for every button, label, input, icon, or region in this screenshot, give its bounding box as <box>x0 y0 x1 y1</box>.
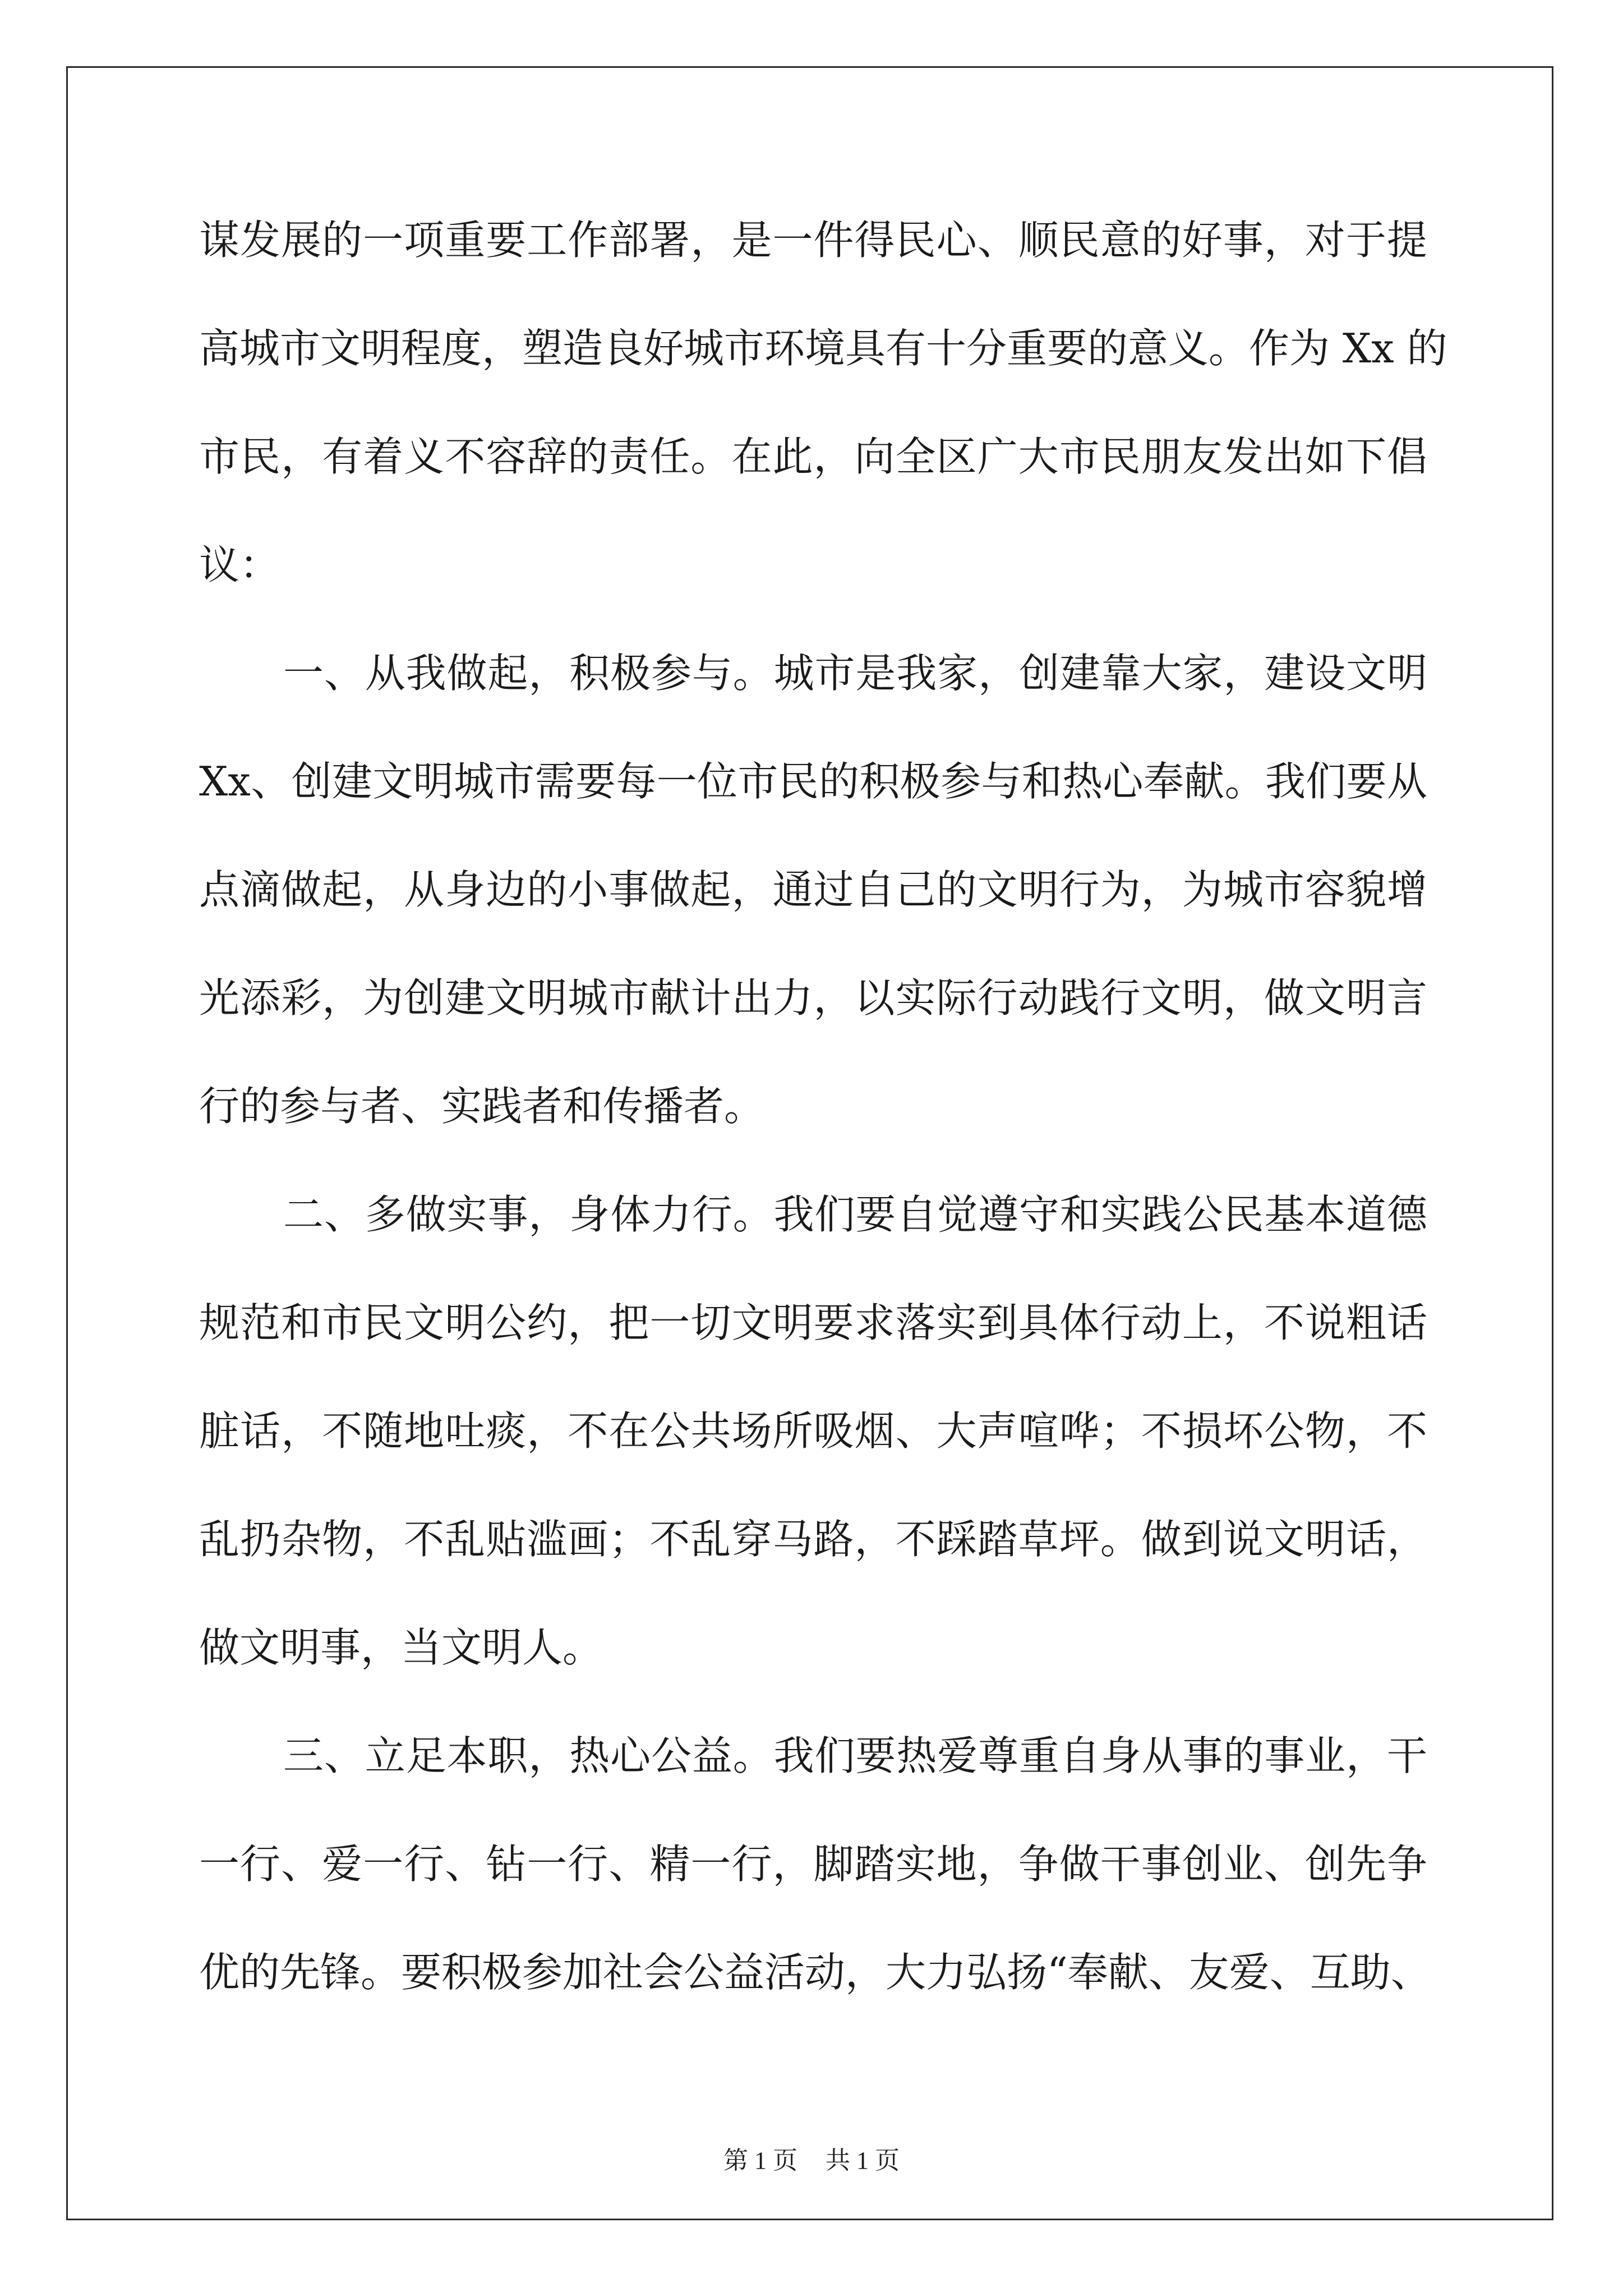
paragraph-line: 高城市文明程度，塑造良好城市环境具有十分重要的意义。作为 Xx 的 <box>199 325 1447 372</box>
paragraph-line: 行的参与者、实践者和传播者。 <box>199 1083 765 1130</box>
document-body <box>199 213 1447 2000</box>
page-total: 共 1 页 <box>826 2147 900 2174</box>
paragraph-line: 点滴做起，从身边的小事做起，通过自己的文明行为，为城市容貌增 <box>199 866 1427 913</box>
paragraph-line: 一、从我做起，积极参与。城市是我家，创建靠大家，建设文明 <box>283 650 1427 697</box>
paragraph-line: 一行、爱一行、钻一行、精一行，脚踏实地，争做干事创业、创先争 <box>199 1841 1427 1888</box>
paragraph-line: 做文明事，当文明人。 <box>199 1624 603 1671</box>
paragraph-line: Xx、创建文明城市需要每一位市民的积极参与和热心奉献。我们要从 <box>199 758 1427 805</box>
paragraph-line: 市民，有着义不容辞的责任。在此，向全区广大市民朋友发出如下倡 <box>199 433 1427 480</box>
paragraph-line: 谋发展的一项重要工作部署，是一件得民心、顺民意的好事，对于提 <box>199 217 1427 264</box>
paragraph-three <box>199 1729 1431 2000</box>
paragraph-line: 优的先锋。要积极参加社会公益活动，大力弘扬“奉献、友爱、互助、 <box>199 1949 1431 1996</box>
paragraph-line: 脏话，不随地吐痰，不在公共场所吸烟、大声喧哗；不损坏公物，不 <box>199 1407 1427 1455</box>
paragraph-line: 乱扔杂物，不乱贴滥画；不乱穿马路，不踩踏草坪。做到说文明话， <box>199 1516 1427 1563</box>
paragraph-line: 二、多做实事，身体力行。我们要自觉遵守和实践公民基本道德 <box>283 1191 1427 1238</box>
paragraph-line: 三、立足本职，热心公益。我们要热爱尊重自身从事的事业，干 <box>283 1732 1427 1779</box>
paragraph-line: 议： <box>199 541 280 588</box>
paragraph-two <box>199 1188 1427 1675</box>
paragraph-line: 规范和市民文明公约，把一切文明要求落实到具体行动上，不说粗话 <box>199 1299 1427 1346</box>
paragraph-intro <box>199 213 1447 592</box>
page-footer <box>0 2144 1623 2178</box>
paragraph-line: 光添彩，为创建文明城市献计出力，以实际行动践行文明，做文明言 <box>199 974 1427 1022</box>
page-number: 第 1 页 <box>723 2147 797 2174</box>
paragraph-one <box>199 646 1427 1134</box>
